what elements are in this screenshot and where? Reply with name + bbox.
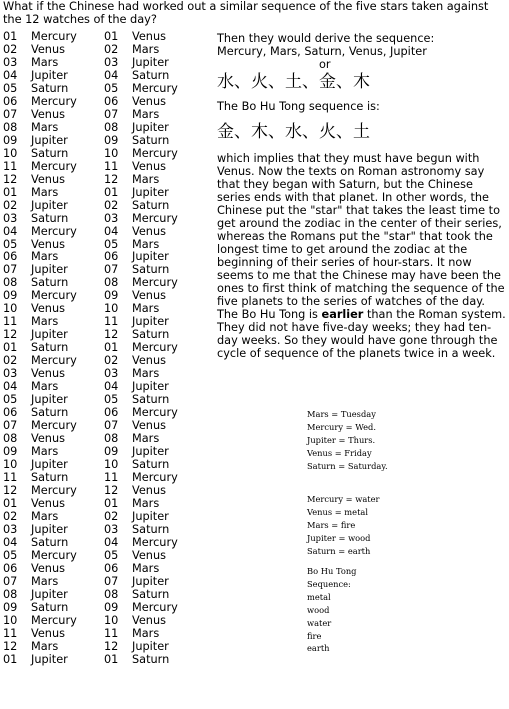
watch-number: 11 <box>104 626 119 640</box>
planet-name: Jupiter <box>31 587 68 601</box>
planet-name: Venus <box>31 432 66 446</box>
watch-number: 03 <box>104 211 119 225</box>
bohu-list-item: water <box>307 617 332 628</box>
watch-number: 11 <box>3 315 18 329</box>
planet-name: Mercury <box>132 470 178 484</box>
watch-number: 12 <box>3 483 18 497</box>
watch-number: 12 <box>104 172 119 186</box>
planet-name: Mercury <box>132 341 178 355</box>
planet-name: Mars <box>31 574 59 588</box>
planet-name: Jupiter <box>132 250 169 264</box>
watch-number: 08 <box>3 432 18 446</box>
watch-number: 10 <box>104 613 119 627</box>
planet-name: Jupiter <box>132 380 169 394</box>
watch-number: 01 <box>3 30 18 43</box>
derived-sequence-chinese: 水、火、土、金、木 <box>217 71 370 92</box>
planet-name: Venus <box>132 30 167 43</box>
watch-number: 08 <box>3 276 18 290</box>
watch-number: 06 <box>104 250 119 264</box>
watch-number: 01 <box>3 341 18 355</box>
watch-number: 08 <box>3 120 18 134</box>
planet-name: Venus <box>31 302 66 316</box>
planet-name: Mars <box>132 42 160 56</box>
planet-name: Saturn <box>31 341 69 355</box>
planet-name: Mercury <box>132 406 178 420</box>
implication-text-part2: than the Roman system. They did not have five-day weeks; they had ten-day weeks. So they would have gone through the cycle of sequence of the planets twice in a week. <box>217 307 506 360</box>
planet-name: Mars <box>31 509 59 523</box>
planet-name: Saturn <box>132 263 170 277</box>
watch-number: 09 <box>3 133 18 147</box>
watch-number: 07 <box>3 107 18 121</box>
bohu-list-item: fire <box>307 630 322 641</box>
bohu-list-subtitle: Sequence: <box>307 578 351 589</box>
planet-name: Venus <box>132 289 167 303</box>
planet-name: Mars <box>31 445 59 458</box>
watch-number: 11 <box>104 470 119 484</box>
planet-name: Mercury <box>31 30 77 43</box>
planet-name: Venus <box>31 626 66 640</box>
watch-number: 04 <box>104 380 119 394</box>
planet-name: Saturn <box>31 535 69 549</box>
watch-number: 01 <box>104 185 119 199</box>
planet-name: Mercury <box>31 548 77 562</box>
planet-name: Saturn <box>132 328 170 342</box>
watch-number: 09 <box>3 600 18 614</box>
watch-number: 05 <box>104 548 119 562</box>
watch-list-middle <box>104 31 178 666</box>
watch-number: 06 <box>104 561 119 575</box>
watch-number: 01 <box>3 652 18 666</box>
watch-number: 09 <box>3 289 18 303</box>
watch-number: 02 <box>3 198 18 212</box>
watch-number: 05 <box>3 237 18 251</box>
weekday-item: Mercury = Wed. <box>307 421 376 432</box>
planet-name: Saturn <box>31 406 69 420</box>
weekday-correspondence-list <box>307 408 388 473</box>
planet-name: Venus <box>132 354 167 368</box>
watch-number: 02 <box>3 509 18 523</box>
planet-name: Jupiter <box>31 652 68 666</box>
planet-name: Mercury <box>31 289 77 303</box>
planet-name: Mars <box>31 250 59 264</box>
watch-number: 07 <box>104 574 119 588</box>
weekday-item: Jupiter = Thurs. <box>307 434 376 445</box>
planet-name: Saturn <box>31 470 69 484</box>
planet-name: Mars <box>31 639 59 653</box>
planet-name: Jupiter <box>132 509 169 523</box>
weekday-item: Mars = Tuesday <box>307 409 376 419</box>
planet-name: Venus <box>132 613 167 627</box>
planet-name: Mars <box>31 380 59 394</box>
planet-name: Mercury <box>31 159 77 173</box>
watch-number: 04 <box>104 535 119 549</box>
planet-name: Mercury <box>31 94 77 108</box>
bohu-list-item: metal <box>307 591 331 602</box>
watch-number: 03 <box>3 211 18 225</box>
element-item: Mercury = water <box>307 494 380 504</box>
watch-number: 05 <box>104 393 119 407</box>
planet-name: Mercury <box>132 146 178 160</box>
derivation-intro: Then they would derive the sequence: <box>217 32 435 45</box>
watch-number: 08 <box>104 587 119 601</box>
planet-name: Jupiter <box>132 639 169 653</box>
planet-name: Jupiter <box>132 55 169 69</box>
planet-name: Mercury <box>132 81 178 95</box>
watch-number: 10 <box>104 146 119 160</box>
planet-name: Saturn <box>132 652 170 666</box>
planet-name: Mercury <box>31 613 77 627</box>
commentary-pane <box>217 33 509 360</box>
bohu-sequence-label: The Bo Hu Tong sequence is: <box>217 99 380 113</box>
watch-number: 04 <box>3 380 18 394</box>
watch-number: 12 <box>3 328 18 342</box>
element-item: Jupiter = wood <box>307 532 371 543</box>
watch-number: 06 <box>3 250 18 264</box>
watch-number: 12 <box>3 172 18 186</box>
planet-name: Venus <box>31 367 66 381</box>
planet-name: Jupiter <box>132 185 169 199</box>
watch-number: 07 <box>3 263 18 277</box>
watch-number: 02 <box>3 42 18 56</box>
watch-number: 10 <box>3 146 18 160</box>
planet-name: Venus <box>132 483 167 497</box>
watch-number: 12 <box>104 328 119 342</box>
watch-number: 07 <box>3 419 18 433</box>
watch-number: 01 <box>104 341 119 355</box>
planet-name: Venus <box>31 237 66 251</box>
watch-number: 10 <box>3 613 18 627</box>
watch-number: 09 <box>104 133 119 147</box>
watch-number: 08 <box>104 120 119 134</box>
planet-name: Mercury <box>132 276 178 290</box>
implication-emphasis: earlier <box>321 307 364 321</box>
watch-number: 04 <box>104 68 119 82</box>
watch-number: 03 <box>104 367 119 381</box>
planet-name: Mars <box>31 315 59 329</box>
watch-number: 04 <box>104 224 119 238</box>
planet-name: Venus <box>31 496 66 510</box>
watch-number: 02 <box>104 509 119 523</box>
bohu-sequence-chinese: 金、木、水、火、土 <box>217 121 370 142</box>
planet-name: Saturn <box>132 198 170 212</box>
planet-name: Venus <box>132 94 167 108</box>
watch-number: 01 <box>104 652 119 666</box>
bohu-list-item: wood <box>307 604 330 615</box>
planet-name: Saturn <box>132 587 170 601</box>
planet-name: Jupiter <box>31 263 68 277</box>
element-correspondence-list <box>307 493 380 558</box>
planet-name: Jupiter <box>31 393 68 407</box>
planet-name: Saturn <box>132 133 170 147</box>
planet-name: Mars <box>31 185 59 199</box>
watch-number: 04 <box>3 535 18 549</box>
watch-number: 08 <box>104 432 119 446</box>
derivation-sequence: Mercury, Mars, Saturn, Venus, Jupiter <box>217 44 427 58</box>
planet-name: Saturn <box>132 393 170 407</box>
watch-number: 06 <box>104 94 119 108</box>
watch-number: 05 <box>3 393 18 407</box>
planet-name: Venus <box>132 548 167 562</box>
planet-name: Mercury <box>31 224 77 238</box>
planet-name: Saturn <box>31 81 69 95</box>
watch-number: 08 <box>104 276 119 290</box>
watch-number: 11 <box>3 470 18 484</box>
watch-number: 02 <box>104 42 119 56</box>
planet-name: Mercury <box>31 354 77 368</box>
watch-number: 03 <box>3 367 18 381</box>
weekday-item: Saturn = Saturday. <box>307 460 388 471</box>
planet-name: Venus <box>31 107 66 121</box>
watch-number: 03 <box>104 55 119 69</box>
watch-number: 04 <box>3 224 18 238</box>
derivation-or: or <box>319 57 331 71</box>
bohu-sequence-list <box>307 565 357 655</box>
watch-number: 05 <box>3 548 18 562</box>
planet-name: Mars <box>132 496 160 510</box>
planet-name: Jupiter <box>31 68 68 82</box>
watch-number: 12 <box>3 639 18 653</box>
planet-name: Mercury <box>132 535 178 549</box>
watch-number: 02 <box>104 354 119 368</box>
planet-name: Saturn <box>132 68 170 82</box>
watch-number: 03 <box>3 522 18 536</box>
watch-number: 01 <box>104 496 119 510</box>
watch-number: 01 <box>3 185 18 199</box>
element-item: Mars = fire <box>307 519 356 530</box>
watch-list-left <box>3 31 77 666</box>
planet-name: Mars <box>132 626 160 640</box>
watch-number: 01 <box>3 496 18 510</box>
watch-number: 10 <box>3 302 18 316</box>
planet-name: Jupiter <box>132 445 169 458</box>
watch-number: 08 <box>3 587 18 601</box>
bohu-list-item: earth <box>307 643 330 654</box>
planet-name: Mercury <box>132 211 178 225</box>
watch-number: 06 <box>3 94 18 108</box>
header-question: What if the Chinese had worked out a similar sequence of the five stars taken against the 12 watches of the day? <box>3 0 489 26</box>
watch-number: 05 <box>3 81 18 95</box>
watch-number: 10 <box>3 457 18 471</box>
watch-number: 04 <box>3 68 18 82</box>
planet-name: Jupiter <box>31 457 68 471</box>
watch-number: 07 <box>104 419 119 433</box>
planet-name: Venus <box>132 224 167 238</box>
planet-name: Mars <box>132 561 160 575</box>
watch-number: 12 <box>104 483 119 497</box>
planet-name: Jupiter <box>132 120 169 134</box>
element-item: Saturn = earth <box>307 545 371 556</box>
planet-name: Venus <box>31 561 66 575</box>
planet-name: Venus <box>31 172 66 186</box>
watch-number: 02 <box>3 354 18 368</box>
planet-name: Jupiter <box>31 328 68 342</box>
watch-number: 11 <box>3 626 18 640</box>
watch-number: 11 <box>104 315 119 329</box>
planet-name: Mercury <box>31 483 77 497</box>
planet-name: Saturn <box>31 276 69 290</box>
watch-number: 09 <box>104 600 119 614</box>
watch-number: 12 <box>104 639 119 653</box>
implication-paragraph <box>217 152 509 360</box>
planet-name: Mercury <box>31 419 77 433</box>
planet-name: Mars <box>132 302 160 316</box>
watch-number: 07 <box>104 263 119 277</box>
weekday-item: Venus = Friday <box>307 447 372 458</box>
watch-number: 06 <box>3 406 18 420</box>
watch-number: 05 <box>104 237 119 251</box>
planet-name: Saturn <box>132 522 170 536</box>
watch-row <box>3 654 77 667</box>
planet-name: Mars <box>132 107 160 121</box>
planet-name: Mars <box>132 432 160 446</box>
planet-name: Mars <box>31 120 59 134</box>
planet-name: Jupiter <box>31 133 68 147</box>
watch-number: 07 <box>104 107 119 121</box>
bohu-list-title: Bo Hu Tong <box>307 566 357 576</box>
watch-number: 01 <box>104 30 119 43</box>
watch-number: 11 <box>104 159 119 173</box>
watch-number: 09 <box>104 289 119 303</box>
implication-text-part1: which implies that they must have begun with Venus. Now the texts on Roman astronomy say that they began with Saturn, but the Chinese series ends with that planet. In other words, the Chinese put the "star" that takes the least time to get around the zodiac in the center of their series, whereas the Romans put the "star" that took the longest time to get around the zodiac at the beginning of their series of hour-stars. It now seems to me that the Chinese may have been the ones to first think of matching the sequence of the five planets to the series of watches of the day. The Bo Hu Tong is <box>217 151 505 321</box>
planet-name: Saturn <box>31 211 69 225</box>
watch-number: 05 <box>104 81 119 95</box>
planet-name: Venus <box>31 42 66 56</box>
planet-name: Jupiter <box>132 315 169 329</box>
planet-name: Venus <box>132 159 167 173</box>
watch-number: 06 <box>3 561 18 575</box>
watch-number: 11 <box>3 159 18 173</box>
watch-number: 09 <box>3 445 18 458</box>
watch-number: 02 <box>104 198 119 212</box>
planet-name: Mars <box>31 55 59 69</box>
planet-name: Jupiter <box>132 574 169 588</box>
planet-name: Mercury <box>132 600 178 614</box>
planet-name: Saturn <box>31 600 69 614</box>
element-item: Venus = metal <box>307 506 369 517</box>
planet-name: Saturn <box>132 457 170 471</box>
watch-number: 07 <box>3 574 18 588</box>
planet-name: Saturn <box>31 146 69 160</box>
watch-number: 03 <box>104 522 119 536</box>
planet-name: Mars <box>132 237 160 251</box>
planet-name: Mars <box>132 367 160 381</box>
watch-number: 10 <box>104 302 119 316</box>
watch-row <box>104 654 178 667</box>
planet-name: Jupiter <box>31 198 68 212</box>
watch-number: 09 <box>104 445 119 458</box>
planet-name: Venus <box>132 419 167 433</box>
watch-number: 03 <box>3 55 18 69</box>
planet-name: Jupiter <box>31 522 68 536</box>
watch-number: 06 <box>104 406 119 420</box>
planet-name: Mars <box>132 172 160 186</box>
watch-number: 10 <box>104 457 119 471</box>
